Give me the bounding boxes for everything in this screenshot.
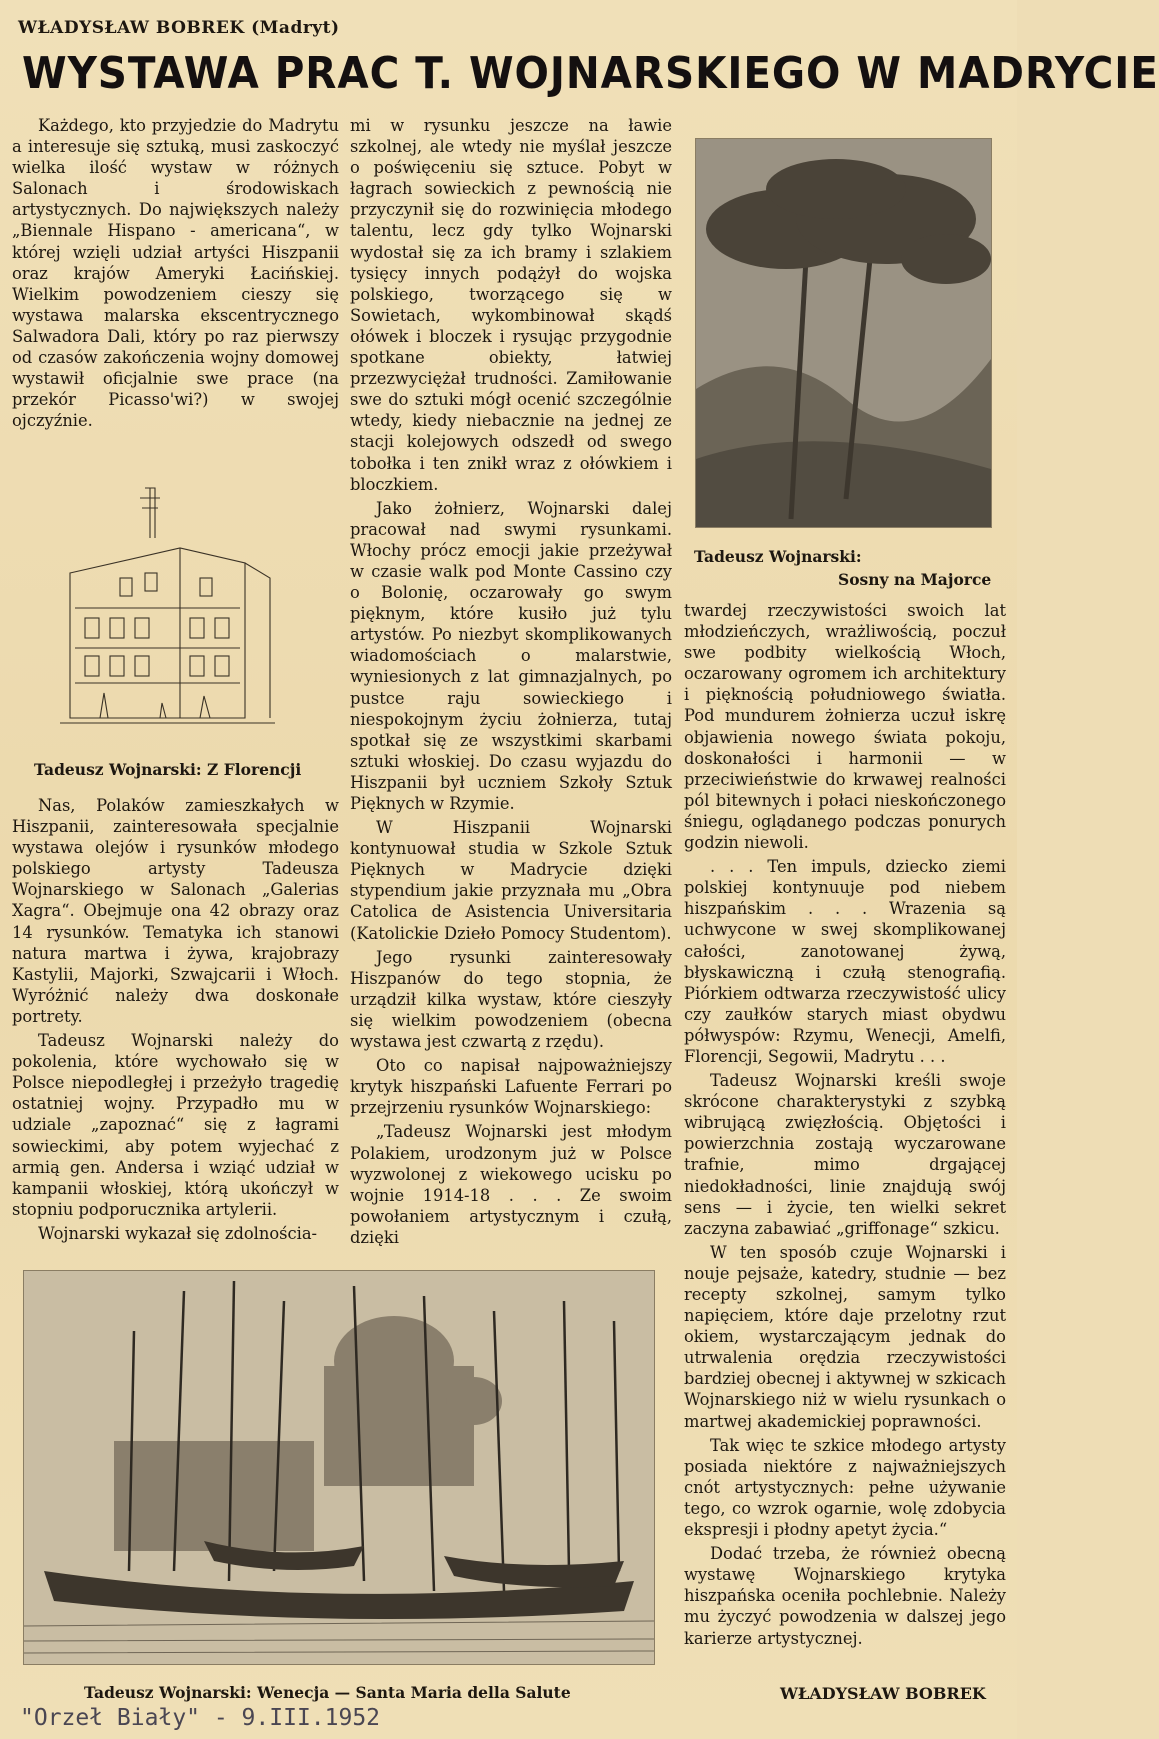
column-3 [684,600,1006,1652]
paragraph: Jako żołnierz, Wojnarski dalej pracował nad swymi rysunkami. Włochy prócz emocji jakie przeżywał w czasie walk pod Monte Cassino czy o Bolonię, oczarowały go swym pięknym, które kusiło już tylu artystów. Po niezbyt skomplikowanych wiadomościach o malarstwie, wyniesionych z lat gimnazjalnych, po pustce raju sowieckiego i niespokojnym życiu żołnierza, tutaj spotkał się ze wszystkimi skarbami sztuki włoskiej. Do czasu wyjazdu do Hiszpanii był uczniem Szkoły Sztuk Pięknych w Rzymie. [350,498,672,813]
paragraph: . . . Ten impuls, dziecko ziemi polskiej kontynuuje pod niebem hiszpańskim . . . Wrazenia są uchwycone w swej skomplikowanej całości, zanotowanej żywą, błyskawiczną i czułą stenografią. Piórkiem odtwarza rzeczywistość ulicy czy zaułków starych miast obydwu półwyspów: Rzymu, Wenecji, Amelfi, Florencji, Segowii, Madrytu . . . [684,857,1006,1066]
paragraph: Nas, Polaków zamieszkałych w Hiszpanii, zainteresowała specjalnie wystawa olejów i rysunków młodego polskiego artysty Tadeusza Wojnarskiego w Salonach „Galerias Xagra“. Obejmuje ona 42 obrazy oraz 14 rysunków. Tematyka ich stanowi natura martwa i żywa, krajobrazy Kastylii, Majorki, Szwajcarii i Włoch. Wyróżnić należy dwa doskonałe portrety. [12,796,339,1026]
paragraph: mi w rysunku jeszcze na ławie szkolnej, ale wtedy nie myślał jeszcze o poświęceniu się sztuce. Pobyt w łagrach sowieckich z pewnością nie przyczynił się do rozwinięcia młodego talentu, lecz gdy tylko Wojnarski wydostał się za ich bramy i szlakiem tysięcy innych podążył do wojska polskiego, tworzącego się w Sowietach, wykombinował skądś ołówek i bloczek i rysując przygodnie spotkane obiekty, łatwiej przezwyciężał trudności. Zamiłowanie swe do sztuki mógł ocenić szczególnie wtedy, kiedy niebacznie na jednej ze stacji kolejowych odszedł od swego tobołka i ten znikł wraz z ołówkiem i bloczkiem. [350,116,672,494]
caption-venice: Tadeusz Wojnarski: Wenecja — Santa Maria della Salute [84,1683,571,1702]
paragraph: twardej rzeczywistości swoich lat młodzieńczych, wrażliwością, poczuł swe podbity wielkością Włoch, oczarowany ogromem ich architektury i pięknością południowego światła. Pod mundurem żołnierza uczuł iskrę objawienia nowego świata pokoju, doskonałości i harmonii — w przeciwieństwie do krwawej realności pól bitewnych i połaci nieskończonego śniegu, oglądanego podczas ponurych godzin niewoli. [684,601,1006,853]
headline: WYSTAWA PRAC T. WOJNARSKIEGO W MADRYCIE [22,48,1159,99]
pines-painting-drawing [696,139,991,527]
florence-sketch-drawing [60,478,275,733]
paragraph: „Tadeusz Wojnarski jest młodym Polakiem, urodzonym już w Polsce wyzwolonej z wiekowego ucisku po wojnie 1914-18 . . . Ze swoim powołaniem artystycznym i czułą, dzięki [350,1122,672,1247]
pines-painting-image [695,138,992,528]
caption-florence: Tadeusz Wojnarski: Z Florencji [34,760,302,779]
paragraph: Jego rysunki zainteresowały Hiszpanów do tego stopnia, że urządził kilka wystaw, które cieszyły się wielkim powodzeniem (obecna wystawa jest czwartą z rzędu). [350,947,672,1052]
paragraph: Tak więc te szkice młodego artysty posiada niektóre z najważniejszych cnót artystycznych: pełne używanie tego, co wzrok ogarnie, wolę zdobycia ekspresji i płodny apetyt życia.“ [684,1435,1006,1540]
caption-pines-line2: Sosny na Majorce [838,570,992,589]
author-signature: WŁADYSŁAW BOBREK [780,1684,986,1703]
venice-drawing-image [23,1270,655,1665]
column-1-body [12,795,339,1247]
venice-drawing [24,1271,654,1664]
caption-pines-line1: Tadeusz Wojnarski: [694,547,862,566]
paragraph: Wojnarski wykazał się zdolnościa- [38,1223,318,1243]
source-annotation: "Orzeł Biały" - 9.III.1952 [20,1705,381,1731]
paragraph: Tadeusz Wojnarski należy do pokolenia, które wychowało się w Polsce niepodległej i przeżyło tragedię ostatniej wojny. Przypadło mu w udziale „zapoznać“ się z łagrami sowieckimi, aby potem wyjechać z armią gen. Andersa i wziąć udział w kampanii włoskiej, którą ukończył w stopniu podporucznika artylerii. [12,1031,339,1219]
paragraph: W Hiszpanii Wojnarski kontynuował studia w Szkole Sztuk Pięknych w Madrycie dzięki stypendium jakie przyznała mu „Obra Catolica de Asistencia Universitaria (Katolickie Dzieło Pomocy Studentom). [350,818,672,943]
column-2 [350,115,672,1251]
paragraph: Oto co napisał najpoważniejszy krytyk hiszpański Lafuente Ferrari po przejrzeniu rysunków Wojnarskiego: [350,1056,672,1118]
florence-sketch-image [60,478,275,733]
byline: WŁADYSŁAW BOBREK (Madryt) [18,18,340,38]
paragraph: Każdego, kto przyjedzie do Madrytu a interesuje się sztuką, musi zaskoczyć wielka ilość wystaw w różnych Salonach i środowiskach artystycznych. Do największych należy „Biennale Hispano - americana“, w której wzięli udział artyści Hiszpanii oraz krajów Ameryki Łacińskiej. Wielkim powodzeniem cieszy się wystawa malarska ekscentrycznego Salwadora Dali, który po raz pierwszy od czasów zakończenia wojny domowej wystawił oficjalnie swe prace (na przekór Picasso'wi?) w swojej ojczyźnie. [12,116,339,431]
paragraph: Dodać trzeba, że również obecną wystawę Wojnarskiego krytyka hiszpańska oceniła pochlebnie. Należy mu życzyć powodzenia w dalszej jego karierze artystycznej. [684,1544,1006,1648]
column-1-intro [12,115,339,434]
paragraph: Tadeusz Wojnarski kreśli swoje skrócone charakterystyki z szybką wibrującą zwięzłością. Objętości i powierzchnia zostają wyczarowane trafnie, mimo drgającej niedokładności, linie znajdują swój sens — i życie, ten wielki sekret zaczyna zabawiać „griffonage“ szkicu. [684,1071,1006,1238]
paragraph: W ten sposób czuje Wojnarski i nouje pejsaże, katedry, studnie — bez recepty szkolnej, samym tylko napięciem, które daje przelotny rzut okiem, wystarczającym jednak do utrwalenia orędzia rzeczywistości bardziej obecnej i aktywnej w szkicach Wojnarskiego niż w wielu rysunkach o martwej akademickiej poprawności. [684,1242,1006,1431]
